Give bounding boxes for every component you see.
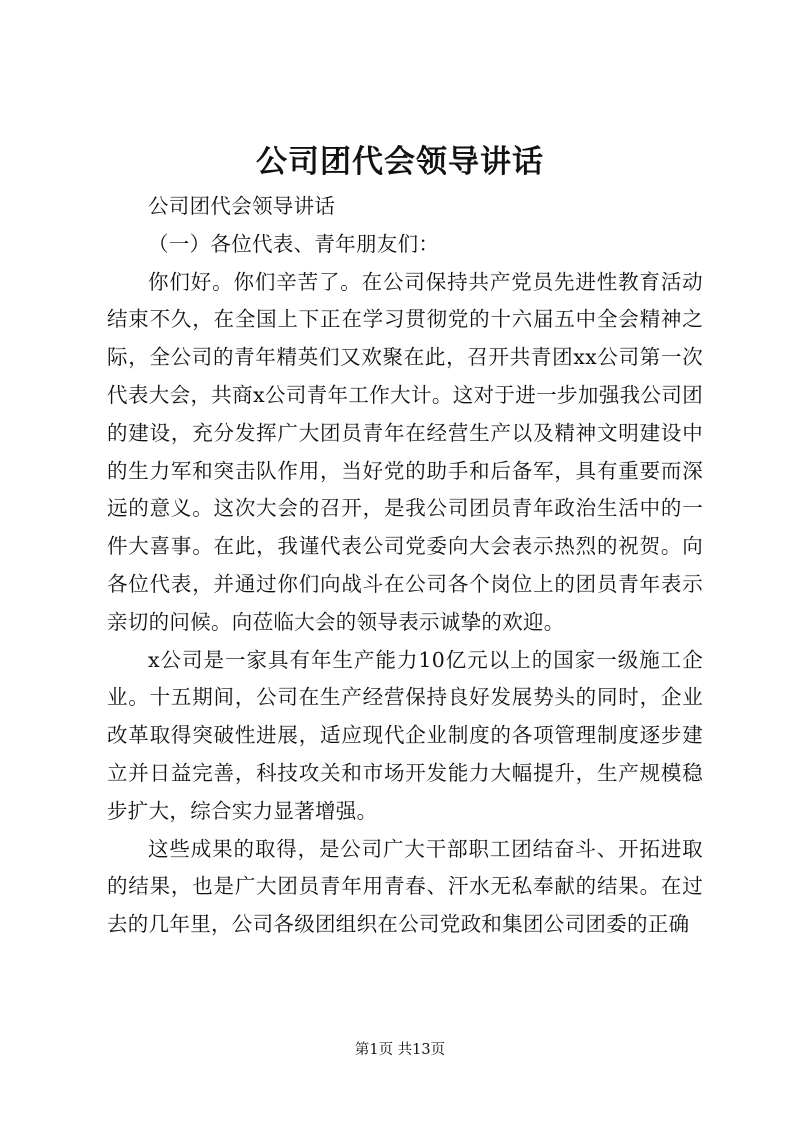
page-number-footer: 第1页 共13页 bbox=[354, 1042, 446, 1058]
body-paragraph: 你们好。你们辛苦了。在公司保持共产党员先进性教育活动结束不久，在全国上下正在学习贯彻党的十六届五中全会精神之际，全公司的青年精英们又欢聚在此，召开共青团xx公司第一次代表大会，共商x公司青年工作大计。这对于进一步加强我公司团的建设，充分发挥广大团员青年在经营生产以及精神文明建设中的生力军和突击队作用，当好党的助手和后备军，具有重要而深远的意义。这次大会的召开，是我公司团员青年政治生活中的一件大喜事。在此，我谨代表公司党委向大会表示热烈的祝贺。向各位代表，并通过你们向战斗在公司各个岗位上的团员青年表示亲切的问候。向莅临大会的领导表示诚挚的欢迎。 bbox=[107, 269, 703, 634]
document-title: 公司团代会领导讲话 bbox=[256, 144, 544, 180]
subtitle-paragraph: 公司团代会领导讲话 bbox=[148, 194, 336, 218]
document-body bbox=[107, 188, 703, 944]
salutation-paragraph: （一）各位代表、青年朋友们： bbox=[148, 231, 440, 256]
body-paragraph: x公司是一家具有年生产能力10亿元以上的国家一级施工企业。十五期间，公司在生产经营保持良好发展势头的同时，企业改革取得突破性进展，适应现代企业制度的各项管理制度逐步建立并日益完善，科技攻关和市场开发能力大幅提升，生产规模稳步扩大，综合实力显著增强。 bbox=[107, 647, 703, 823]
body-paragraph: 这些成果的取得，是公司广大干部职工团结奋斗、开拓进取的结果，也是广大团员青年用青春、汗水无私奉献的结果。在过去的几年里，公司各级团组织在公司党政和集团公司团委的正确 bbox=[107, 836, 703, 937]
